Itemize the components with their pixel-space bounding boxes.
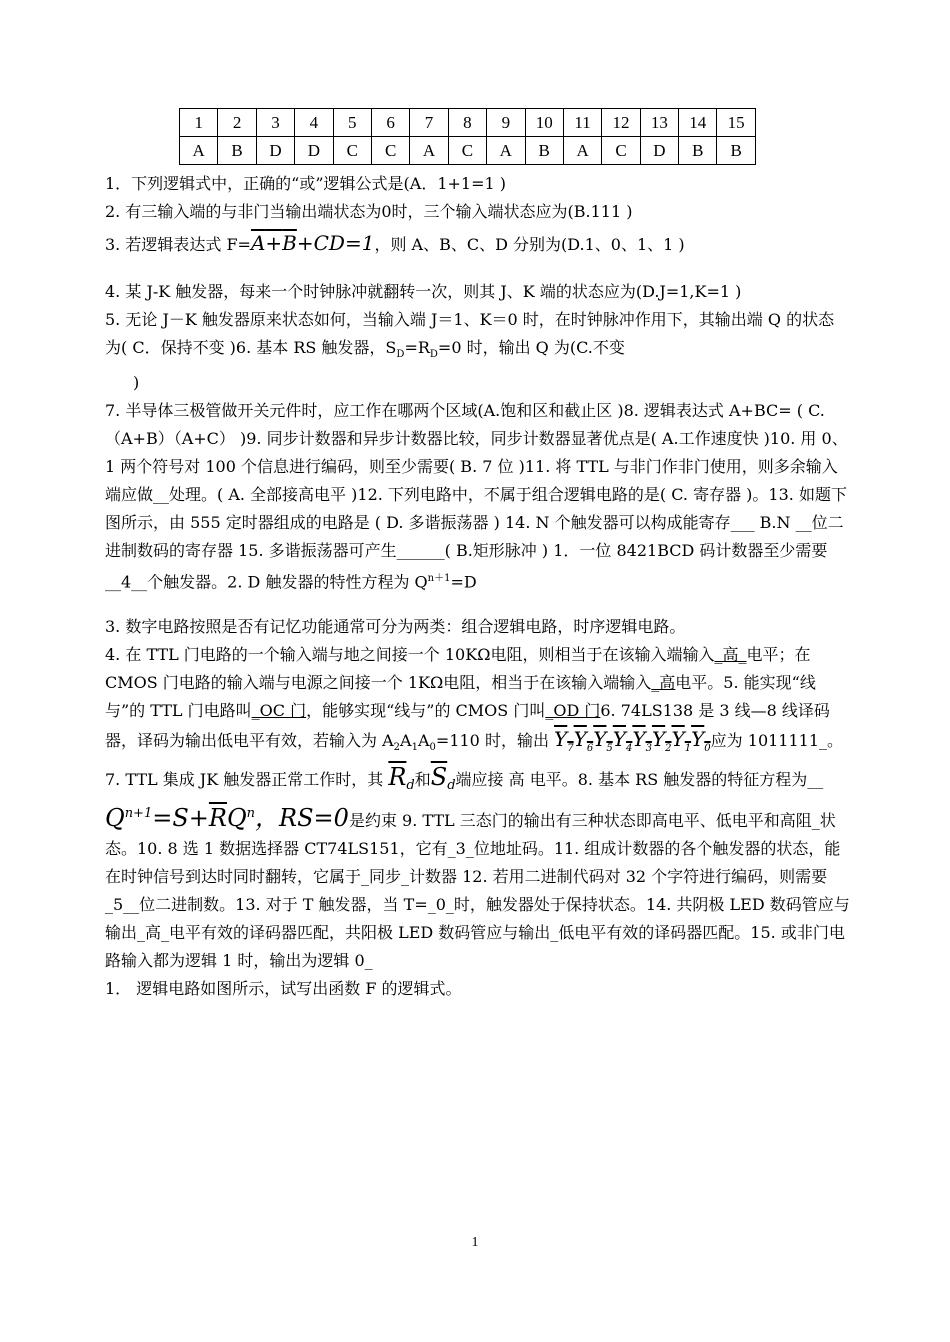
table-cell-number: 15 — [717, 109, 755, 137]
table-cell-answer: A — [563, 137, 601, 165]
table-cell-number: 5 — [333, 109, 371, 137]
question-line: 3. 若逻辑表达式 F=A+B+CD=1，则 A、B、C、D 分别为(D.1、0、1、1 ) — [105, 231, 685, 255]
table-cell-number: 4 — [295, 109, 333, 137]
table-cell-answer: B — [218, 137, 256, 165]
table-cell-answer: C — [602, 137, 640, 165]
page-number: 1 — [471, 1235, 479, 1250]
table-cell-answer: D — [256, 137, 294, 165]
table-cell-answer: D — [295, 137, 333, 165]
table-cell-answer: C — [333, 137, 371, 165]
table-cell-number: 1 — [180, 109, 218, 137]
question-line: 1．下列逻辑式中，正确的“或”逻辑公式是(A．1+1=1 ) — [105, 174, 507, 193]
table-cell-answer: A — [487, 137, 525, 165]
table-cell-number: 6 — [371, 109, 409, 137]
question-line: 1． 逻辑电路如图所示，试写出函数 F 的逻辑式。 — [105, 978, 462, 998]
question-line: 4. 在 TTL 门电路的一个输入端与地之间接一个 10KΩ电阻，则相当于在该输入端输入_高_电平；在 CMOS 门电路的输入端与电源之间接一个 1KΩ电阻，相当于在该输入端输入_高电平。5. 能实现“线与”的 TTL 门电路叫_OC 门，能够实现“线与”的 CMOS 门叫_OD 门6. 74LS138 是 3 线—8 线译码器，译码为输出低电平有效，若输入为 $A_2A_1A_0=110$ 时，输出 $Y_7Y_6Y_5Y_4Y_3Y_2Y_1Y_0$应为 1011111_。7. TTL 集成 JK 触发器正常工作时，其 $\overline{R}_d$和$\overline{S}_d$端应接 高 电平。8. 基本 RS 触发器的特征方程为__ $Q^{n+1}=S+\overline{R}Q^n$，RS=0是约束 9. TTL 三态门的输出有三种状态即高电平、低电平和高阻_状态。10. 8 选 1 数据选择器 CT74LS151，它有_3_位地址码。11. 组成计数器的各个触发器的状态，能在时钟信号到达时同时翻转，它属于_同步_计数器 12. 若用二进制代码对 32 个字符进行编码，则需要_5__位二进制数。13. 对于 T 触发器，当 T=_0_时，触发器处于保持状态。14. 共阴极 LED 数码管应与输出_高_电平有效的译码器匹配，共阳极 LED 数码管应与输出_低电平有效的译码器匹配。15. 或非门电路输入都为逻辑 1 时，输出为逻辑 0_ — [105, 644, 850, 970]
table-cell-answer: B — [717, 137, 755, 165]
question-line: 7. 半导体三极管做开关元件时，应工作在哪两个区域(A.饱和区和截止区 )8. 逻辑表达式 A+BC= ( C.（A+B）（A+C） )9. 同步计数器和异步计数器比较，同步计数器显著优点是( A.工作速度快 )10. 用 0、1 两个符号对 100 个信息进行编码，则至少需要( B. 7 位 )11. 将 TTL 与非门作非门使用，则多余输入端应做__处理。( A. 全部接高电平 )12. 下列电路中，不属于组合逻辑电路的是( C. 寄存器 )。13. 如题下图所示，由 555 定时器组成的电路是 ( D. 多谐振荡器 ) 14. N 个触发器可以构成能寄存___ B.N __位二进制数码的寄存器 15. 多谐振荡器可产生______( B.矩形脉冲 ) 1．一位 8421BCD 码计数器至少需要__4__个触发器。2. D 触发器的特性方程为 $Q^{n+1}=D$ — [105, 401, 848, 592]
table-cell-answer: C — [371, 137, 409, 165]
decoder-output-term: $Y_3$ — [632, 726, 652, 754]
table-cell-number: 13 — [640, 109, 678, 137]
decoder-output-formula — [554, 726, 711, 754]
table-cell-answer: B — [679, 137, 717, 165]
question-line: 5. 无论 J－K 触发器原来状态如何，当输入端 J＝1、K＝0 时，在时钟脉冲作用下，其输出端 Q 的状态为( C．保持不变 )6. 基本 RS 触发器，$S_D=R_D=0$ 时，输出 Q 为(C.不变 ) — [105, 310, 835, 393]
rs-equation: $Q^{n+1}=S+\overline{R}Q^n$，RS=0 — [105, 803, 349, 832]
table-cell-number: 11 — [563, 109, 601, 137]
table-cell-number: 2 — [218, 109, 256, 137]
table-cell-answer: B — [525, 137, 563, 165]
rd-symbol: $\overline{R}$ — [388, 762, 407, 791]
table-cell-number: 14 — [679, 109, 717, 137]
question-line: 2. 有三输入端的与非门当输出端状态为0时，三个输入端状态应为(B.111 ) — [105, 202, 633, 221]
table-row-answers — [180, 137, 756, 165]
table-cell-number: 9 — [487, 109, 525, 137]
decoder-output-term: $Y_1$ — [671, 726, 692, 754]
table-cell-answer: A — [410, 137, 448, 165]
decoder-output-term: $Y_0$ — [691, 726, 711, 754]
decoder-output-term: $Y_4$ — [612, 726, 633, 754]
document-body — [105, 170, 850, 1003]
table-row-numbers — [180, 109, 756, 137]
question-line: 4. 某 J-K 触发器，每来一个时钟脉冲就翻转一次，则其 J、K 端的状态应为(D.J=1,K=1 ) — [105, 282, 742, 301]
table-cell-answer: C — [448, 137, 486, 165]
formula: A+B+CD=1 — [250, 231, 375, 255]
table-cell-number: 12 — [602, 109, 640, 137]
decoder-output-term: $Y_7$ — [554, 726, 574, 754]
table-cell-number: 7 — [410, 109, 448, 137]
answer-table — [179, 108, 756, 165]
question-line: 3. 数字电路按照是否有记忆功能通常可分为两类：组合逻辑电路，时序逻辑电路。 — [105, 616, 686, 636]
table-cell-answer: A — [180, 137, 218, 165]
sd-symbol: $\overline{S}$ — [430, 762, 448, 791]
table-cell-answer: D — [640, 137, 678, 165]
table-cell-number: 10 — [525, 109, 563, 137]
decoder-output-term: $Y_2$ — [651, 726, 672, 754]
table-cell-number: 8 — [448, 109, 486, 137]
decoder-output-term: $Y_6$ — [573, 726, 594, 754]
decoder-output-term: $Y_5$ — [593, 726, 613, 754]
table-cell-number: 3 — [256, 109, 294, 137]
